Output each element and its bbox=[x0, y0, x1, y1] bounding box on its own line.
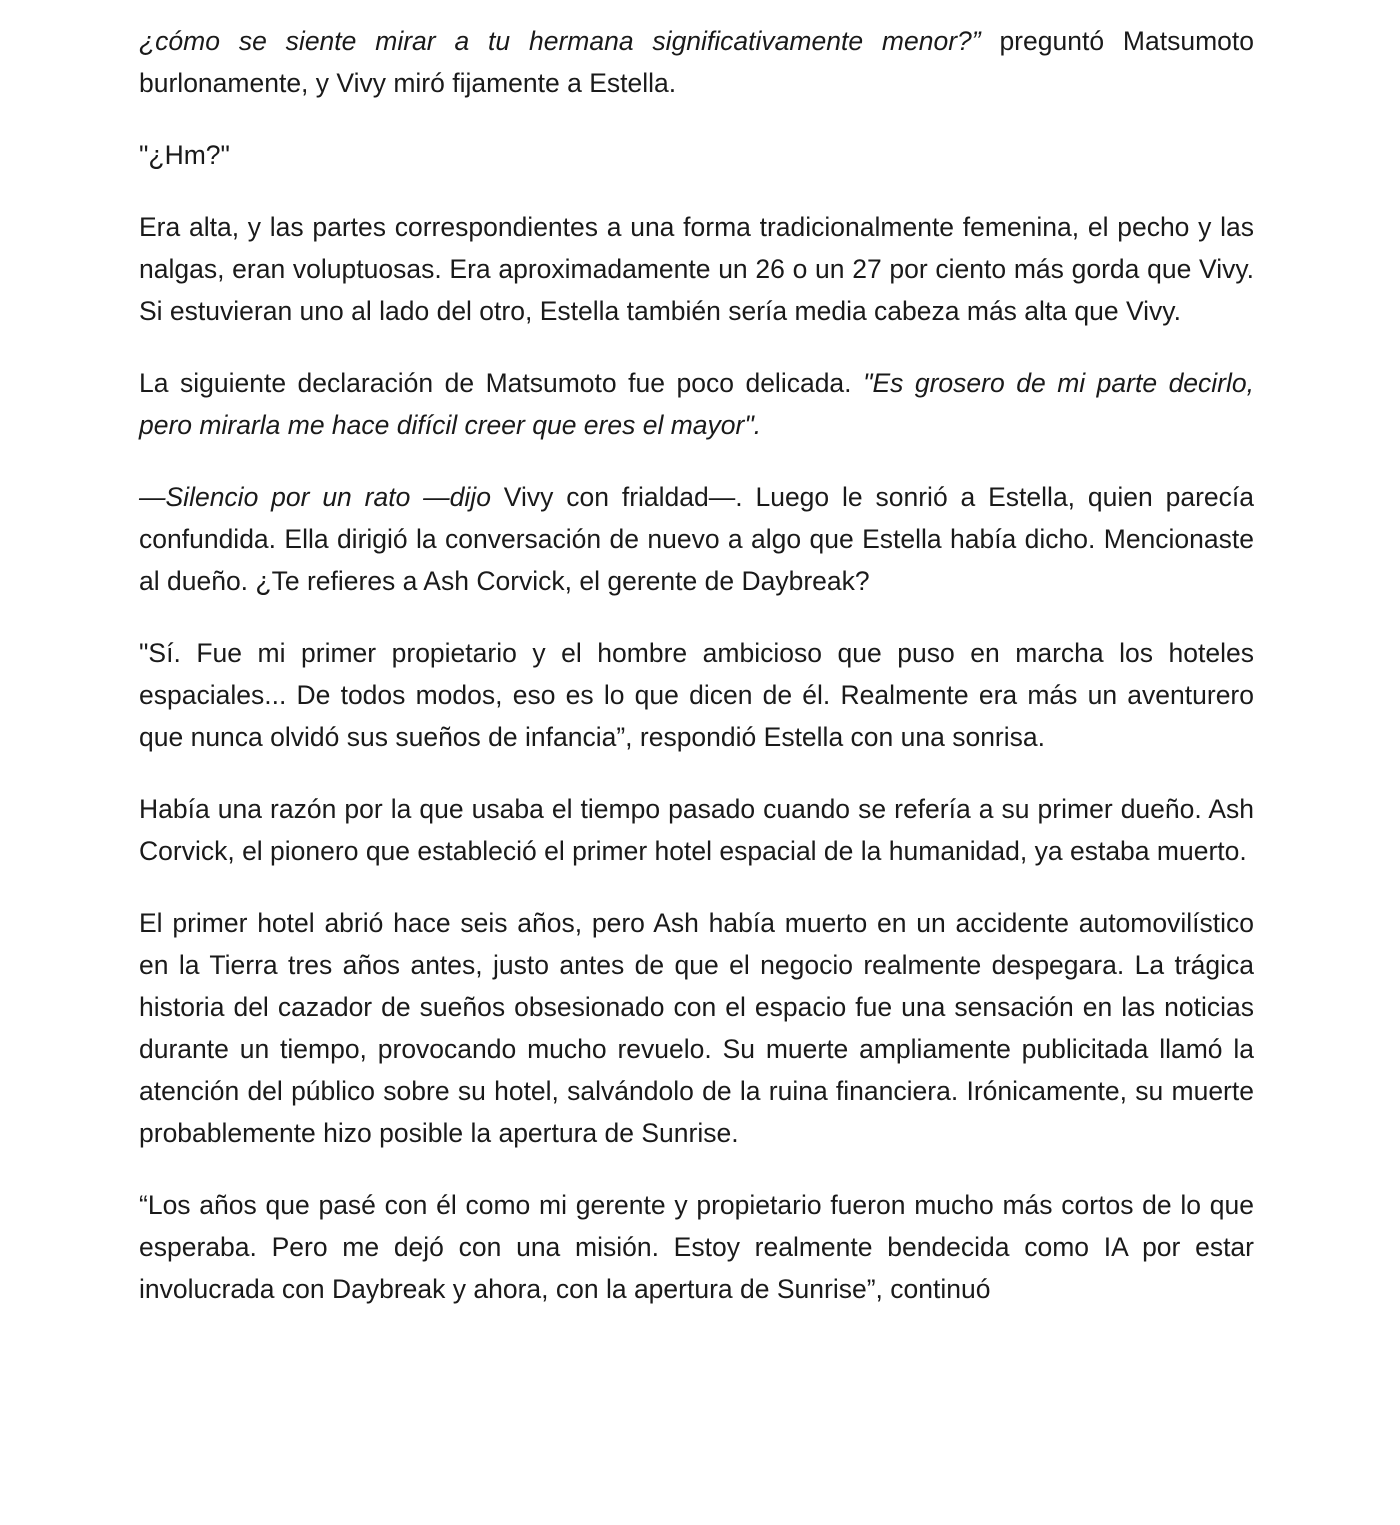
paragraph-2-text: "¿Hm?" bbox=[139, 140, 230, 170]
paragraph-4 bbox=[139, 362, 1254, 446]
paragraph-8 bbox=[139, 902, 1254, 1154]
paragraph-5 bbox=[139, 476, 1254, 602]
paragraph-4-italic-quote: "Es grosero de mi parte decirlo, pero mirarla me hace difícil creer que eres el mayor". bbox=[139, 368, 1254, 440]
paragraph-5-narration: Vivy con frialdad—. Luego le sonrió a Estella, quien parecía confundida. Ella dirigió la conversación de nuevo a algo que Estella había dicho. Mencionaste al dueño. ¿Te refieres a Ash Corvick, el gerente de Daybreak? bbox=[139, 482, 1254, 596]
paragraph-9-text: “Los años que pasé con él como mi gerente y propietario fueron mucho más cortos de lo que esperaba. Pero me dejó con una misión. Estoy realmente bendecida como IA por estar involucrada con Daybreak y ahora, con la apertura de Sunrise”, continuó bbox=[139, 1190, 1254, 1304]
paragraph-1 bbox=[139, 20, 1254, 104]
paragraph-3-text: Era alta, y las partes correspondientes a una forma tradicionalmente femenina, el pecho y las nalgas, eran voluptuosas. Era aproximadamente un 26 o un 27 por ciento más gorda que Vivy. Si estuvieran uno al lado del otro, Estella también sería media cabeza más alta que Vivy. bbox=[139, 212, 1254, 326]
paragraph-9 bbox=[139, 1184, 1254, 1310]
paragraph-1-narration: preguntó Matsumoto burlonamente, y Vivy miró fijamente a Estella. bbox=[139, 26, 1254, 98]
document-page bbox=[139, 20, 1254, 1310]
paragraph-5-italic-quote: —Silencio por un rato —dijo bbox=[139, 482, 491, 512]
paragraph-6-text: "Sí. Fue mi primer propietario y el hombre ambicioso que puso en marcha los hoteles espaciales... De todos modos, eso es lo que dicen de él. Realmente era más un aventurero que nunca olvidó sus sueños de infancia”, respondió Estella con una sonrisa. bbox=[139, 638, 1254, 752]
paragraph-6 bbox=[139, 632, 1254, 758]
paragraph-7-text: Había una razón por la que usaba el tiempo pasado cuando se refería a su primer dueño. Ash Corvick, el pionero que estableció el primer hotel espacial de la humanidad, ya estaba muerto. bbox=[139, 794, 1254, 866]
paragraph-8-text: El primer hotel abrió hace seis años, pero Ash había muerto en un accidente automovilístico en la Tierra tres años antes, justo antes de que el negocio realmente despegara. La trágica historia del cazador de sueños obsesionado con el espacio fue una sensación en las noticias durante un tiempo, provocando mucho revuelo. Su muerte ampliamente publicitada llamó la atención del público sobre su hotel, salvándolo de la ruina financiera. Irónicamente, su muerte probablemente hizo posible la apertura de Sunrise. bbox=[139, 908, 1254, 1148]
paragraph-3 bbox=[139, 206, 1254, 332]
paragraph-1-italic-quote: ¿cómo se siente mirar a tu hermana significativamente menor?” bbox=[139, 26, 981, 56]
paragraph-4-narration: La siguiente declaración de Matsumoto fue poco delicada. bbox=[139, 368, 864, 398]
paragraph-7 bbox=[139, 788, 1254, 872]
paragraph-2 bbox=[139, 134, 1254, 176]
